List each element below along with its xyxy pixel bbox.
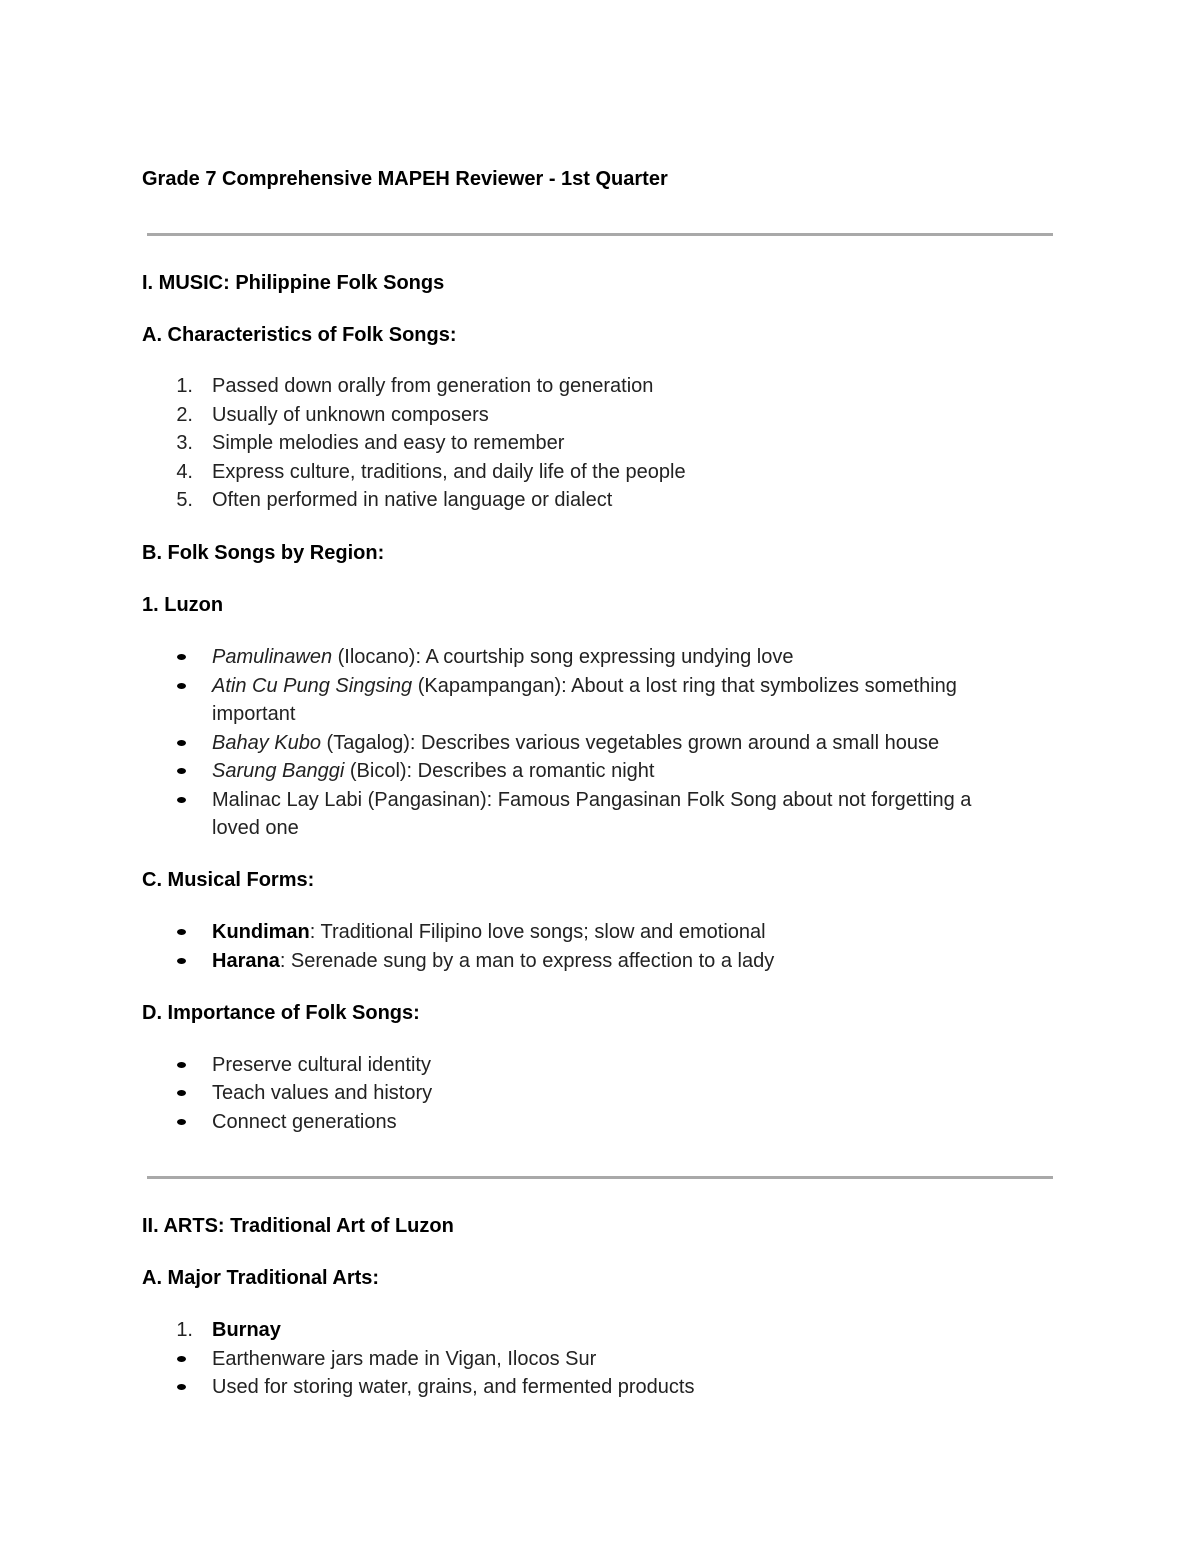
bullet-icon	[177, 654, 186, 660]
bullet-icon	[177, 1090, 186, 1096]
song-title: Atin Cu Pung Singsing	[212, 675, 413, 697]
form-term: Harana	[212, 950, 280, 972]
song-item	[212, 761, 654, 781]
list-number: 3.	[176, 432, 193, 454]
list-item: Used for storing water, grains, and fermented products	[212, 1376, 695, 1398]
horizontal-rule	[147, 1176, 1053, 1179]
luzon-heading: 1. Luzon	[142, 594, 224, 616]
bullet-icon	[177, 768, 186, 774]
list-item: Earthenware jars made in Vigan, Ilocos Sur	[212, 1348, 597, 1370]
list-item: Connect generations	[212, 1111, 397, 1133]
bullet-icon	[177, 1356, 186, 1362]
list-number: 4.	[176, 461, 193, 483]
bullet-icon	[177, 929, 186, 935]
list-item: Preserve cultural identity	[212, 1054, 431, 1076]
list-number: 1.	[176, 1319, 193, 1341]
bullet-icon	[177, 683, 186, 689]
song-description: (Kapampangan): About a lost ring that symbolizes something	[412, 675, 957, 697]
art-title: Burnay	[212, 1319, 281, 1341]
form-item	[212, 951, 774, 971]
list-number: 2.	[176, 404, 193, 426]
song-item	[212, 733, 939, 753]
bullet-icon	[177, 740, 186, 746]
bullet-icon	[177, 958, 186, 964]
bullet-icon	[177, 1384, 186, 1390]
song-item: Malinac Lay Labi (Pangasinan): Famous Pangasinan Folk Song about not forgetting a	[212, 789, 972, 811]
list-item: Often performed in native language or dialect	[212, 489, 613, 511]
list-number: 5.	[176, 489, 193, 511]
horizontal-rule	[147, 233, 1053, 236]
song-title: Pamulinawen	[212, 646, 333, 668]
major-arts-heading: A. Major Traditional Arts:	[142, 1267, 380, 1289]
form-term: Kundiman	[212, 921, 310, 943]
bullet-icon	[177, 797, 186, 803]
list-item: Simple melodies and easy to remember	[212, 432, 565, 454]
song-item	[212, 676, 957, 696]
art-item-title	[212, 1320, 281, 1340]
bullet-icon	[177, 1062, 186, 1068]
song-description: (Bicol): Describes a romantic night	[344, 760, 655, 782]
song-description-continued: important	[212, 703, 296, 725]
list-number: 1.	[176, 375, 193, 397]
song-title: Bahay Kubo	[212, 732, 321, 754]
list-item: Teach values and history	[212, 1082, 433, 1104]
song-description-continued: loved one	[212, 817, 299, 839]
document-title: Grade 7 Comprehensive MAPEH Reviewer - 1st Quarter	[142, 168, 668, 190]
list-item: Express culture, traditions, and daily life of the people	[212, 461, 686, 483]
music-heading: I. MUSIC: Philippine Folk Songs	[142, 272, 445, 294]
importance-heading: D. Importance of Folk Songs:	[142, 1002, 420, 1024]
song-title: Sarung Banggi	[212, 760, 345, 782]
arts-heading: II. ARTS: Traditional Art of Luzon	[142, 1215, 454, 1237]
characteristics-heading: A. Characteristics of Folk Songs:	[142, 324, 457, 346]
form-item	[212, 922, 766, 942]
by-region-heading: B. Folk Songs by Region:	[142, 542, 385, 564]
list-item: Usually of unknown composers	[212, 404, 489, 426]
form-description: : Traditional Filipino love songs; slow and emotional	[309, 921, 766, 943]
bullet-icon	[177, 1119, 186, 1125]
list-item: Passed down orally from generation to generation	[212, 375, 654, 397]
musical-forms-heading: C. Musical Forms:	[142, 869, 315, 891]
song-description: (Ilocano): A courtship song expressing undying love	[332, 646, 794, 668]
form-description: : Serenade sung by a man to express affection to a lady	[279, 950, 775, 972]
song-item	[212, 647, 793, 667]
song-description: (Tagalog): Describes various vegetables grown around a small house	[320, 732, 940, 754]
